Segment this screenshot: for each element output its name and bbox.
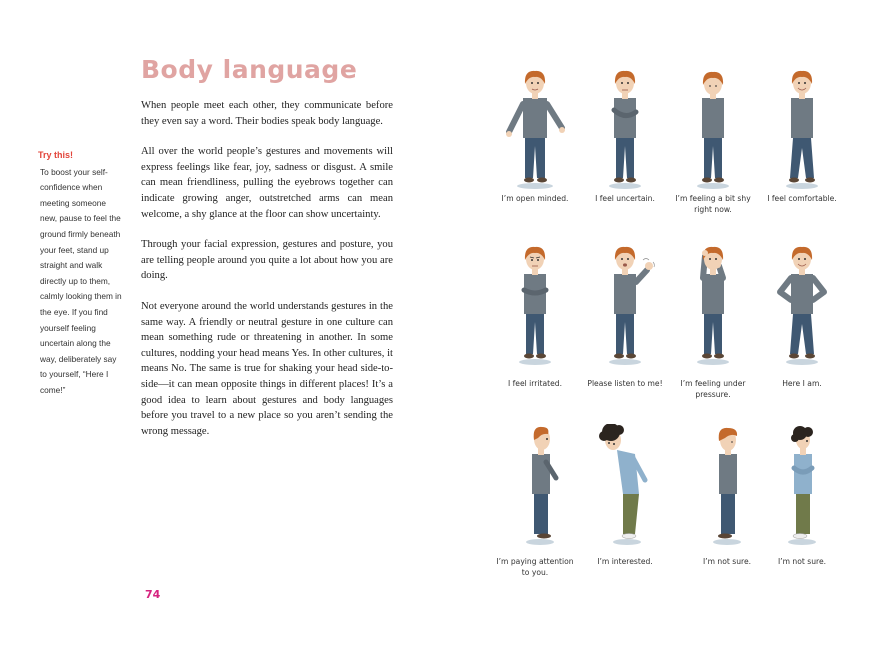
caption: I’m interested. (597, 557, 653, 566)
figure-not-sure-boy (697, 424, 757, 546)
caption: I feel uncertain. (595, 194, 655, 203)
paragraph: Not everyone around the world understands gestures in the same way. A friendly or neutral gesture in one culture can mean something rude or threatening in another. In some cultures, nodding your head means Yes. In other cultures, it means No. The same is true for shaking your head side-to-side—it can mean opposite things in different places! It’s a good idea to learn about gestures and body languages before you travel to a new place so you aren’t sending the wrong message. (141, 300, 393, 437)
figure-not-sure-girl (772, 424, 832, 546)
figure-comfortable (772, 68, 832, 190)
try-this-tip (38, 148, 124, 399)
figure-shy (683, 68, 743, 190)
paragraph: When people meet each other, they communicate before they even say a word. Their bodies speak body language. (141, 100, 393, 127)
figure-please-listen (595, 244, 655, 366)
tip-body: To boost your self-confidence when meeting someone new, pause to feel the ground firmly beneath your feet, stand up straight and walk directly up to them, calmly looking them in the eye. If you find yourself feeling uncertain along the way, deliberately say to yourself, “Here I come!” (40, 166, 122, 395)
figure-uncertain (595, 68, 655, 190)
figure-here-i-am (772, 244, 832, 366)
page-number: 74 (145, 588, 161, 601)
caption: I’m paying attention to you. (496, 557, 574, 577)
caption: I’m feeling a bit shy right now. (675, 194, 751, 214)
figure-paying-attention (510, 424, 570, 546)
page-title: Body language (141, 55, 358, 84)
caption: I’m not sure. (777, 557, 827, 566)
paragraph: Through your facial expression, gestures and posture, you are telling people around you quite a lot about how you are doing. (141, 239, 393, 282)
figure-irritated (505, 244, 565, 366)
figure-open-minded (505, 68, 565, 190)
caption: Please listen to me! (587, 379, 663, 388)
caption: I feel comfortable. (767, 194, 837, 203)
caption: I’m not sure. (702, 557, 752, 566)
caption: I’m open minded. (501, 194, 569, 203)
caption: I feel irritated. (507, 379, 563, 388)
caption: Here I am. (782, 379, 822, 388)
figure-under-pressure (683, 244, 743, 366)
body-text (141, 98, 393, 454)
paragraph: All over the world people’s gestures and movements will express feelings like fear, joy, sadness or disgust. A smile can mean friendliness, pulling the eyebrows together can indicate growing anger, outstretched arms can mean welcome, a shy glance at the floor can show uncertainty. (141, 146, 393, 220)
caption: I’m feeling under pressure. (680, 379, 746, 399)
figure-interested (595, 424, 655, 546)
tip-heading: Try this! (38, 150, 74, 160)
